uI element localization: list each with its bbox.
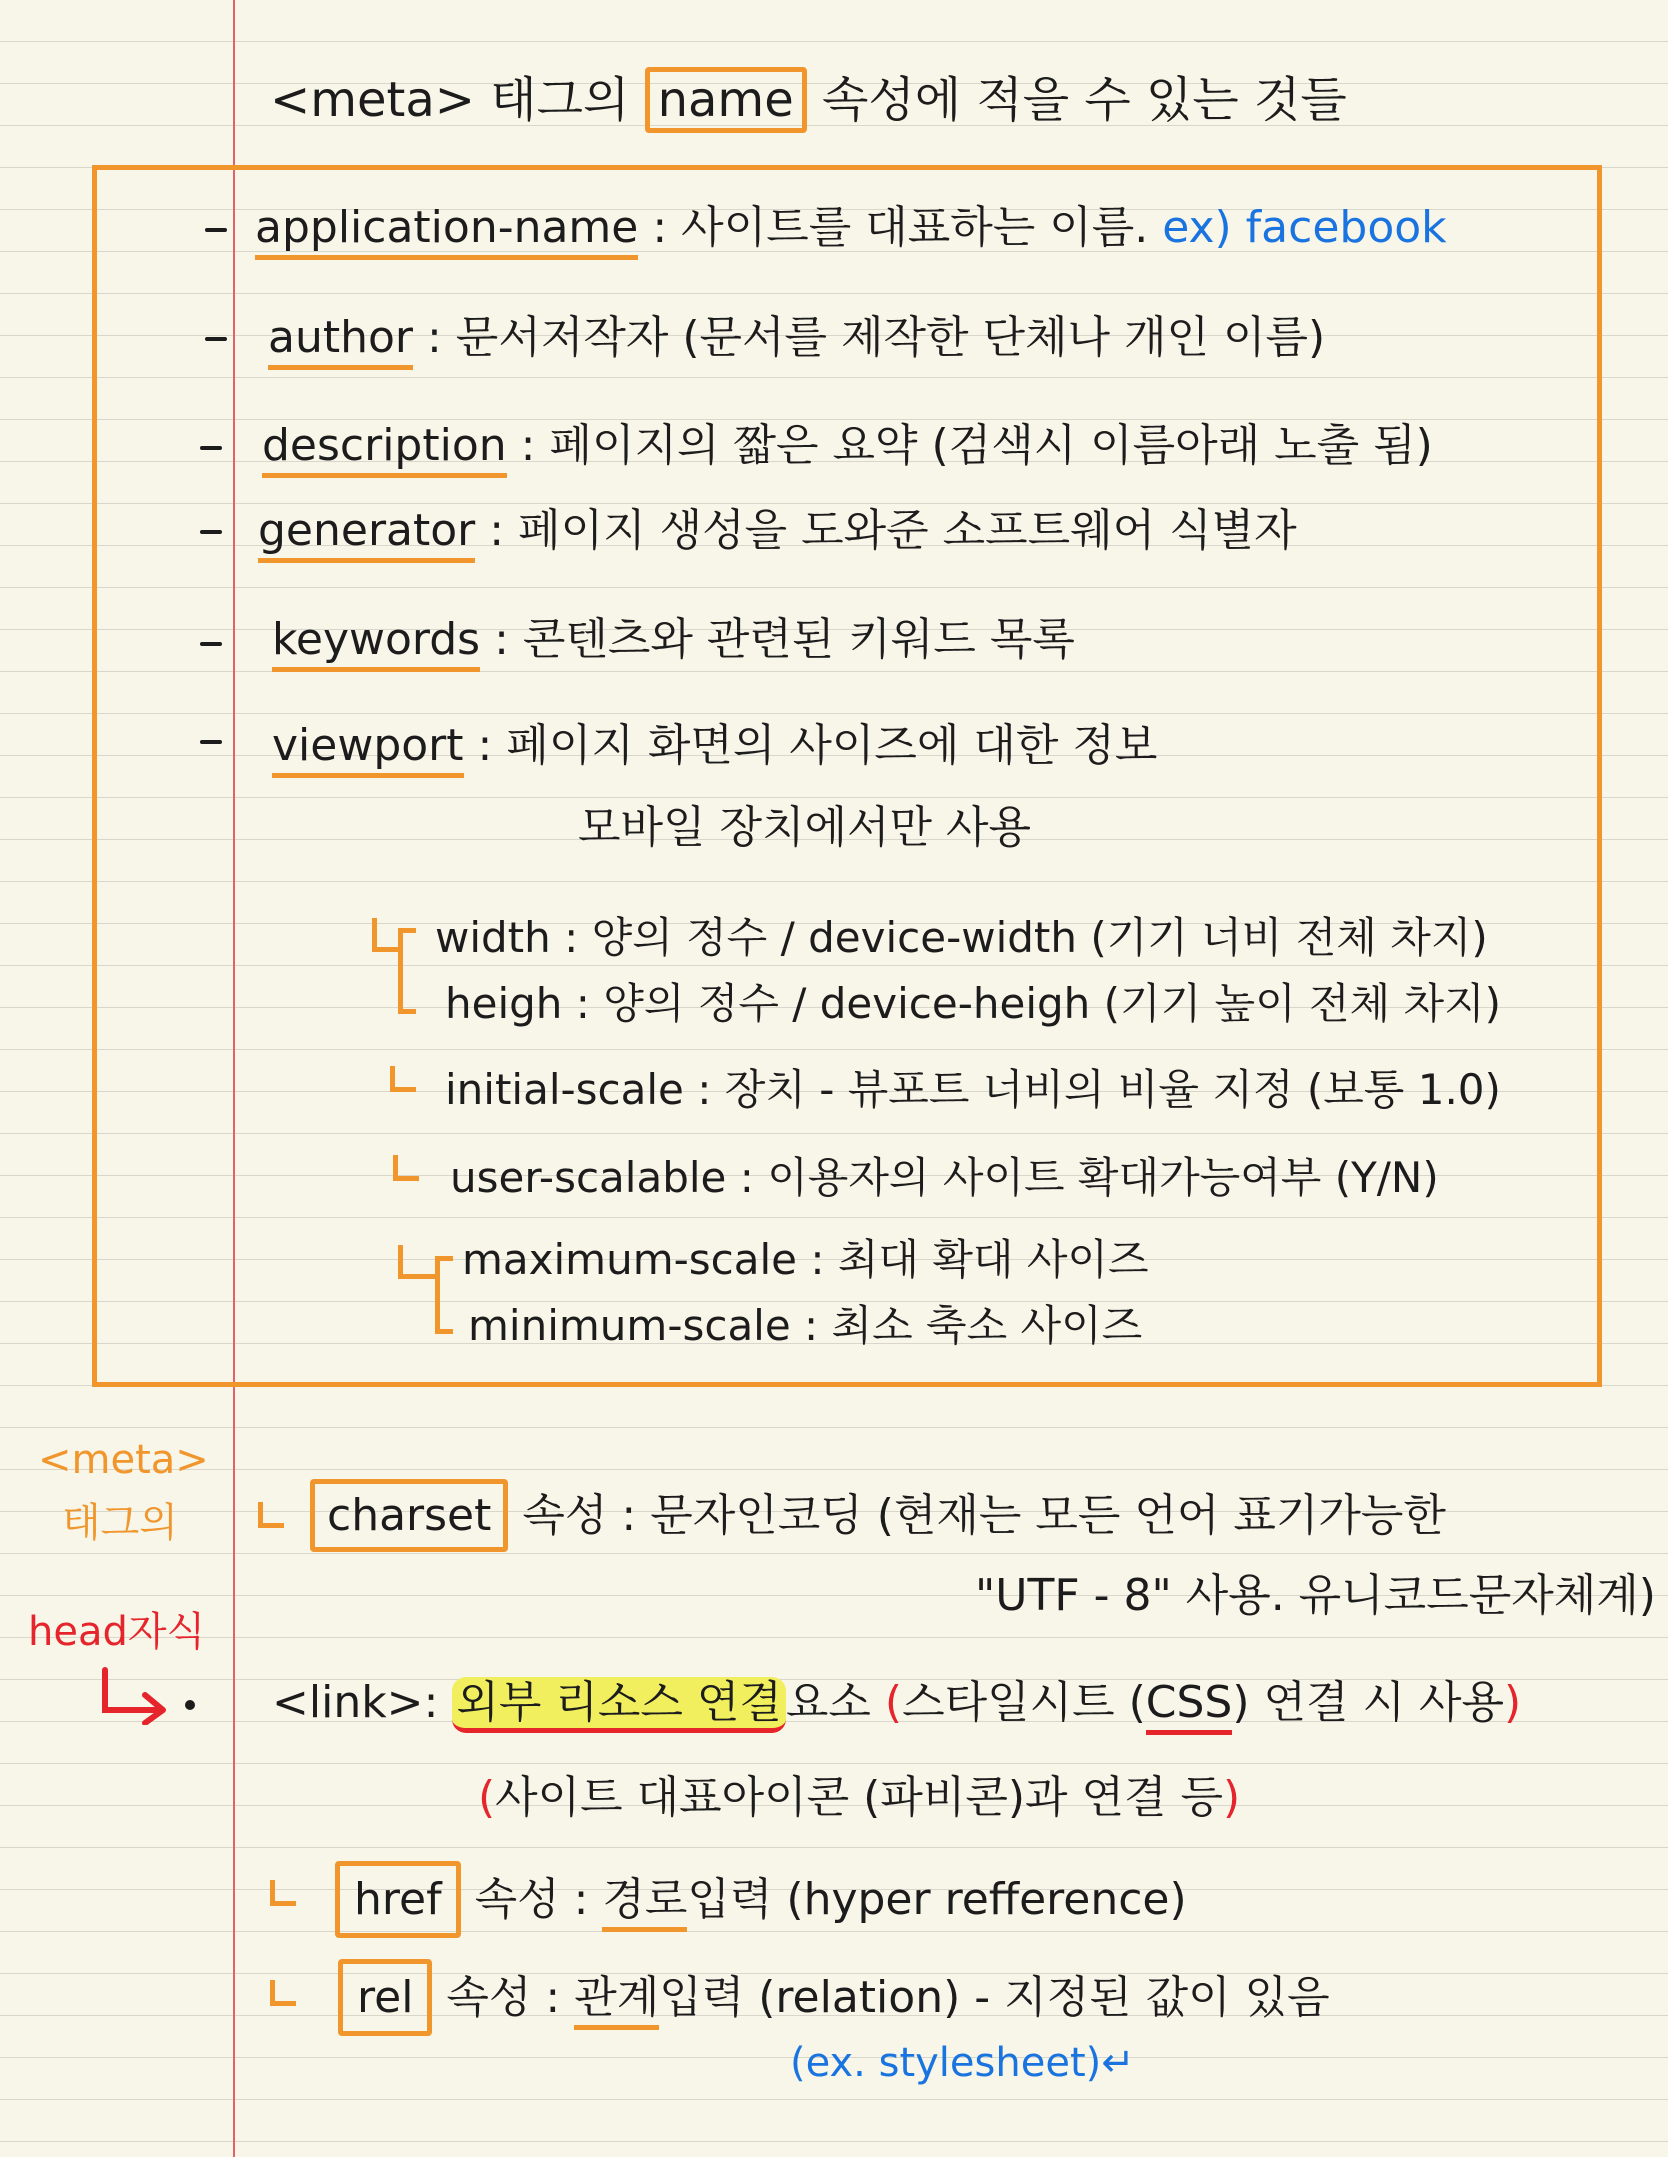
link-note-a: 스타일시트 ( <box>902 1677 1146 1728</box>
item-application-name <box>255 200 1447 256</box>
term: application-name <box>255 202 638 260</box>
charset-line <box>310 1488 1446 1544</box>
link-line <box>272 1675 1521 1731</box>
bullet-dash <box>200 446 222 450</box>
tree-connector <box>270 1980 296 2006</box>
tree-connector <box>258 1502 284 1528</box>
charset-description: 속성 : 문자인코딩 (현재는 모든 언어 표기가능한 <box>522 1490 1446 1541</box>
bullet-dash <box>205 228 227 232</box>
example: ex) facebook <box>1162 202 1447 253</box>
side-note-head-child: head자식 <box>28 1609 206 1655</box>
rel-rest: 입력 (relation) - 지정된 값이 있음 <box>659 1972 1330 2023</box>
red-paren-open: ( <box>478 1772 496 1823</box>
bullet-dash <box>200 740 222 744</box>
tree-connector <box>393 1155 419 1181</box>
charset-box: charset <box>310 1479 508 1552</box>
charset-description-line2: "UTF - 8" 사용. 유니코드문자체계) <box>975 1570 1656 1621</box>
description: : 문서저작자 (문서를 제작한 단체나 개인 이름) <box>427 312 1326 363</box>
href-rest: 입력 (hyper refference) <box>687 1874 1187 1925</box>
bullet-dot <box>185 1700 195 1710</box>
tree-connector <box>390 1066 416 1092</box>
href-line <box>335 1872 1187 1928</box>
item-viewport <box>272 718 1157 774</box>
bullet-dash <box>200 642 222 646</box>
viewport-minimum-scale: minimum-scale : 최소 축소 사이즈 <box>468 1301 1143 1350</box>
rel-label: 속성 : <box>446 1972 575 2023</box>
external-resource-highlight: 외부 리소스 연결 <box>452 1677 786 1733</box>
description: : 사이트를 대표하는 이름. <box>652 202 1149 253</box>
term: generator <box>258 505 475 563</box>
link-note-line2 <box>478 1770 1240 1826</box>
href-path-underlined: 경로 <box>602 1874 687 1932</box>
item-keywords <box>272 612 1075 668</box>
name-attribute-box: name <box>645 67 807 133</box>
viewport-description-line2: 모바일 장치에서만 사용 <box>578 802 1032 853</box>
description: : 페이지 생성을 도와준 소프트웨어 식별자 <box>489 505 1297 556</box>
term: author <box>268 312 413 370</box>
width-heigh-bracket <box>398 928 416 1014</box>
bullet-dash <box>205 337 227 341</box>
red-paren-open: ( <box>884 1677 903 1728</box>
description: : 페이지 화면의 사이즈에 대한 정보 <box>477 720 1158 771</box>
viewport-initial-scale: initial-scale : 장치 - 뷰포트 너비의 비율 지정 (보통 1.0) <box>445 1065 1501 1114</box>
rel-box: rel <box>338 1959 432 2036</box>
term: keywords <box>272 614 480 672</box>
css-underlined: CSS <box>1146 1677 1233 1735</box>
side-note-tag: 태그의 <box>62 1500 178 1546</box>
page-title <box>270 72 1347 128</box>
item-author <box>268 310 1325 366</box>
viewport-maximum-scale: maximum-scale : 최대 확대 사이즈 <box>462 1235 1149 1284</box>
link-suffix: 요소 <box>785 1677 871 1728</box>
href-box: href <box>335 1861 461 1938</box>
tree-connector <box>270 1880 296 1906</box>
bullet-dash <box>200 530 222 534</box>
item-generator <box>258 503 1297 559</box>
viewport-width: width : 양의 정수 / device-width (기기 너비 전체 차지) <box>435 913 1488 962</box>
title-prefix: <meta> 태그의 <box>270 72 645 128</box>
red-paren-close: ) <box>1223 1772 1241 1823</box>
link-note2: 사이트 대표아이콘 (파비콘)과 연결 등 <box>495 1772 1224 1823</box>
link-tag: <link> <box>272 1677 424 1728</box>
link-colon: : <box>423 1677 439 1728</box>
rel-relation-underlined: 관계 <box>574 1972 659 2030</box>
description: : 콘텐츠와 관련된 키워드 목록 <box>494 614 1075 665</box>
viewport-heigh: heigh : 양의 정수 / device-heigh (기기 높이 전체 차지) <box>445 979 1502 1028</box>
red-paren-close: ) <box>1504 1677 1522 1728</box>
term: viewport <box>272 720 464 778</box>
arrow-icon <box>95 1665 175 1725</box>
term: description <box>262 420 507 478</box>
viewport-user-scalable: user-scalable : 이용자의 사이트 확대가능여부 (Y/N) <box>450 1153 1439 1202</box>
rel-line <box>338 1970 1330 2026</box>
href-label: 속성 : <box>474 1874 603 1925</box>
link-note-b: ) 연결 시 사용 <box>1232 1677 1504 1728</box>
item-description <box>262 418 1433 474</box>
tree-connector <box>372 918 400 952</box>
title-suffix: 속성에 적을 수 있는 것들 <box>806 72 1347 128</box>
tree-connector <box>398 1245 438 1279</box>
rel-example: (ex. stylesheet)↵ <box>790 2040 1135 2086</box>
description: : 페이지의 짧은 요약 (검색시 이름아래 노출 됨) <box>520 420 1433 471</box>
side-note-meta: <meta> <box>38 1437 209 1483</box>
